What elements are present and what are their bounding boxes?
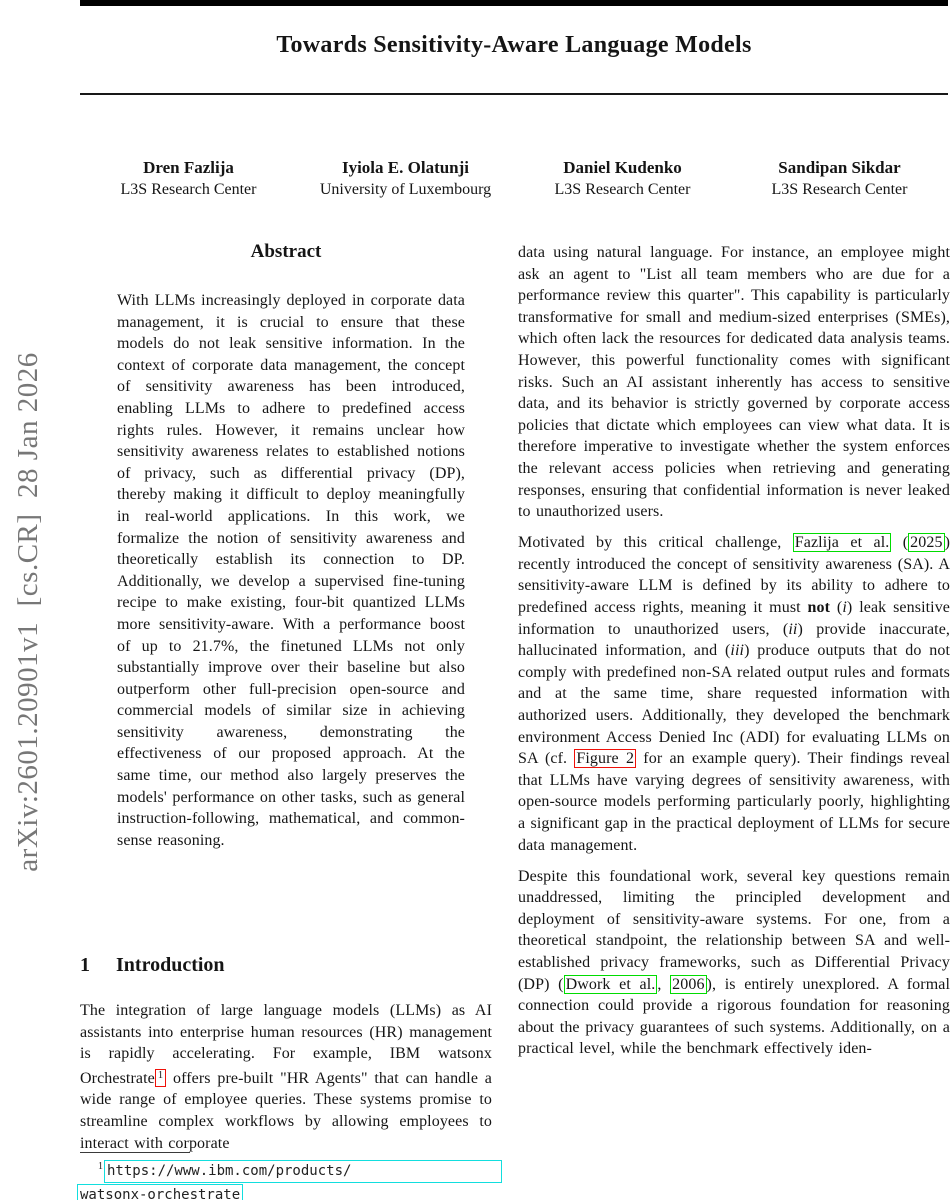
- section-title: Introduction: [116, 954, 225, 976]
- top-black-bar: [80, 0, 948, 6]
- author-name: Sandipan Sikdar: [778, 158, 901, 177]
- text-run: Despite this foundational work, several key questions remain unaddressed, limiting the principled development and deployment of sensitivity-aware systems. For one, from a theoretical standpoint, the relationship between SA and well-established privacy frameworks, such as Differential Privacy (DP) (: [518, 867, 950, 993]
- text-run: iii: [730, 642, 745, 660]
- text-run: not: [807, 599, 831, 616]
- author-affiliation: L3S Research Center: [120, 181, 257, 198]
- text-run: ), is entirely unexplored. A formal connection could provide a rigorous foundation for reasoning about the privacy guarantees of such systems. Additionally, on a practical level, while the benchmark effectively iden-: [518, 975, 951, 1058]
- author-4: [731, 157, 948, 200]
- author-3: [514, 157, 731, 200]
- author-affiliation: L3S Research Center: [771, 181, 908, 198]
- author-affiliation: L3S Research Center: [554, 181, 691, 198]
- citation-dwork-2006[interactable]: Dwork et al.: [565, 975, 656, 993]
- footnote: [80, 1156, 520, 1200]
- abstract-heading: Abstract: [250, 241, 322, 262]
- text-run: data using natural language. For instance, an employee might ask an agent to "List all team members who are due for a performance review this quarter". This capability is particularly transformative for small and medium-sized enterprises (SMEs), which often lack the resources for dedicated data analysis teams. However, this powerful functionality comes with significant risks. Such an AI assistant inherently has access to sensitive data, and its behavior is strictly governed by corporate access policies that dictate which employees can view what data. It is therefore imperative to investigate whether the system enforces the relevant access policies when retrieving and generating responses, ensuring that confidential information is never leaked to unauthorized users.: [518, 244, 950, 521]
- paragraph-open-questions: [518, 866, 950, 1060]
- abstract-text: With LLMs increasingly deployed in corporate data management, it is crucial to ensure that these models do not leak sensitive information. In the context of corporate data management, the concept of sensitivity awareness has been introduced, enabling LLMs to adhere to predefined access rights rules. However, it remains unclear how sensitivity awareness relates to established notions of privacy, such as differential privacy (DP), thereby making it difficult to deploy meaningfully in real-world applications. In this work, we formalize the notion of sensitivity awareness and theoretically establish its connection to DP. Additionally, we develop a supervised fine-tuning recipe to make existing, four-bit quantized LLMs more sensitivity-aware. With a performance boost of up to 21.7%, the finetuned LLMs not only substantially improve over their baseline but also outperform other full-precision open-source and commercial models of similar size in achieving sensitivity awareness, demonstrating the effectiveness of our proposed approach. At the same time, our method also largely preserves the models' performance on other tasks, such as general instruction-following, mathematical, and common-sense reasoning.: [117, 292, 465, 849]
- text-run: ii: [788, 620, 798, 638]
- text-run: ) produce outputs that do not comply with predefined non-SA related output rules and formats and at the same time, share requested information with authorized users. Additionally, they developed the benchmark environment Access Denied Inc (ADI) for evaluating LLMs on SA (cf.: [518, 642, 950, 768]
- footnote-ref-1[interactable]: 1: [155, 1069, 166, 1087]
- footnote-line-2: [77, 1184, 520, 1200]
- text-run: for an example query). Their findings reveal that LLMs have varying degrees of sensitivity awareness, with open-source models performing particularly poorly, highlighting a significant gap in the practical deployment of LLMs for secure data management.: [518, 750, 951, 854]
- title-divider: [80, 93, 948, 95]
- text-run: offers pre-built "HR Agents" that can handle a wide range of employee queries. These systems promise to streamline complex workflows by allowing employees to interact with corporate: [80, 1069, 492, 1152]
- author-affiliation: University of Luxembourg: [319, 181, 492, 198]
- footnote-url-link-line1[interactable]: https://www.ibm.com/products/: [104, 1160, 502, 1183]
- citation-fazlija-2025-year[interactable]: 2025: [910, 534, 943, 552]
- paper-title: Towards Sensitivity-Aware Language Models: [276, 32, 752, 58]
- arxiv-watermark: arXiv:2601.20901v1 [cs.CR] 28 Jan 2026: [12, 352, 44, 872]
- author-block: [80, 157, 948, 200]
- author-name: Dren Fazlija: [143, 158, 234, 177]
- author-2: [297, 157, 514, 200]
- footnote-url-link-line2[interactable]: watsonx-orchestrate: [77, 1184, 243, 1200]
- figure-2-reference[interactable]: Figure 2: [576, 750, 635, 768]
- text-run: i: [842, 599, 847, 616]
- text-run: The integration of large language models (LLMs) as AI assistants into enterprise human resources (HR) management is rapidly accelerating. For example, IBM watsonx Orchestrate: [80, 1002, 492, 1087]
- author-name: Daniel Kudenko: [563, 158, 682, 177]
- text-run: ) recently introduced the concept of sensitivity awareness (SA). A sensitivity-aware LLM is defined by its ability to adhere to predefined access rights, meaning it must: [518, 534, 950, 616]
- text-run: ) provide inaccurate, hallucinated information, and (: [518, 620, 950, 660]
- citation-dwork-2006-year[interactable]: 2006: [672, 975, 705, 993]
- paragraph-sensitivity-awareness: [518, 532, 950, 856]
- author-name: Iyiola E. Olatunji: [341, 158, 470, 177]
- footnote-marker: 1: [98, 1161, 103, 1172]
- author-1: [80, 157, 297, 200]
- text-run: (: [891, 534, 909, 552]
- section-number: 1: [80, 954, 90, 976]
- paragraph-ai-assistant-risks: [518, 242, 950, 523]
- text-run: ,: [657, 975, 671, 993]
- text-run: ) leak sensitive information to unauthorized users, (: [518, 599, 951, 638]
- intro-paragraph: [80, 1000, 492, 1154]
- footnote-line-1: [80, 1156, 520, 1183]
- text-run: Motivated by this critical challenge,: [518, 534, 793, 552]
- citation-fazlija-2025[interactable]: Fazlija et al.: [794, 534, 890, 552]
- section-heading-introduction: [80, 954, 492, 977]
- right-column: [518, 242, 950, 1069]
- text-run: (: [830, 599, 843, 616]
- footnote-divider: [80, 1152, 190, 1153]
